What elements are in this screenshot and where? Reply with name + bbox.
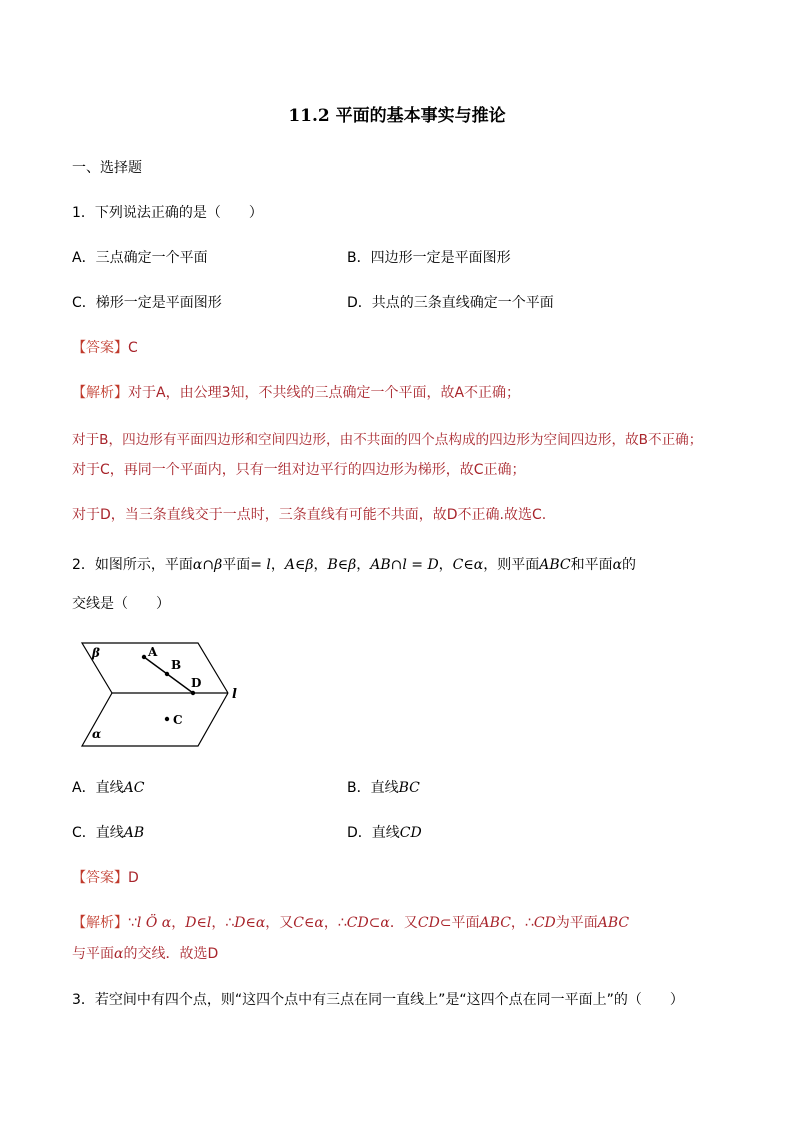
answer-value: D: [128, 870, 139, 886]
q2-option-b: B．直线BC: [347, 780, 420, 796]
planes-figure: [70, 636, 250, 754]
section-heading: 一、选择题: [72, 160, 142, 176]
point-b-label: B: [171, 658, 182, 672]
q1-option-c: C．梯形一定是平面图形: [72, 295, 222, 311]
answer-label: 【答案】: [72, 340, 128, 356]
q2-analysis-1: 【解析】∵l Ö α，D∈l，∴D∈α，又C∈α，∴CD⊂α．又CD⊂平面ABC，∴CD为平面ABC: [72, 915, 630, 931]
alpha-label: α: [92, 727, 102, 741]
q2-analysis-2: 与平面α的交线．故选D: [72, 946, 219, 962]
plane-alpha-outline: [82, 693, 228, 746]
q1-analysis-2: 对于B，四边形有平面四边形和空间四边形，由不共面的四个点构成的四边形为空间四边形，故B不正确；: [72, 432, 703, 448]
analysis-text: 对于A，由公理3知，不共线的三点确定一个平面，故A不正确；: [128, 385, 521, 401]
line-l-label: l: [232, 687, 237, 702]
q3-stem: 3．若空间中有四个点，则“这四个点中有三点在同一直线上”是“这四个点在同一平面上”的（ ）: [72, 992, 684, 1008]
q2-answer: [72, 868, 139, 888]
q1-analysis-1: [72, 383, 520, 403]
beta-label: β: [92, 646, 100, 660]
answer-value: C: [128, 340, 138, 356]
point-d-label: D: [191, 676, 202, 690]
page-title: 11.2 平面的基本事实与推论: [288, 106, 506, 126]
q1-analysis-3: 对于C，再同一个平面内，只有一组对边平行的四边形为梯形，故C正确；: [72, 462, 526, 478]
answer-label: 【答案】: [72, 870, 128, 886]
analysis-label: 【解析】: [72, 385, 128, 401]
q2-stem: 2．如图所示，平面α∩β平面= l，A∈β，B∈β，AB∩l = D，C∈α，则平面ABC和平面α的: [72, 557, 637, 573]
q1-option-d: D．共点的三条直线确定一个平面: [347, 295, 554, 311]
q1-analysis-4: 对于D，当三条直线交于一点时，三条直线有可能不共面，故D不正确.故选C.: [72, 507, 547, 523]
point-c-label: C: [173, 713, 183, 727]
point-c-dot: [165, 717, 169, 721]
q2-option-d: D．直线CD: [347, 825, 422, 841]
point-a-label: A: [148, 645, 158, 659]
q2-stem-line2: 交线是（ ）: [72, 596, 170, 612]
q2-option-a: A．直线AC: [72, 780, 145, 796]
q1-option-a: A．三点确定一个平面: [72, 250, 208, 266]
q2-option-c: C．直线AB: [72, 825, 145, 841]
point-b-dot: [165, 672, 169, 676]
point-d-dot: [191, 691, 195, 695]
q1-option-b: B．四边形一定是平面图形: [347, 250, 511, 266]
point-a-dot: [142, 655, 146, 659]
q1-stem: 1．下列说法正确的是（ ）: [72, 205, 263, 221]
q1-answer: [72, 338, 138, 358]
